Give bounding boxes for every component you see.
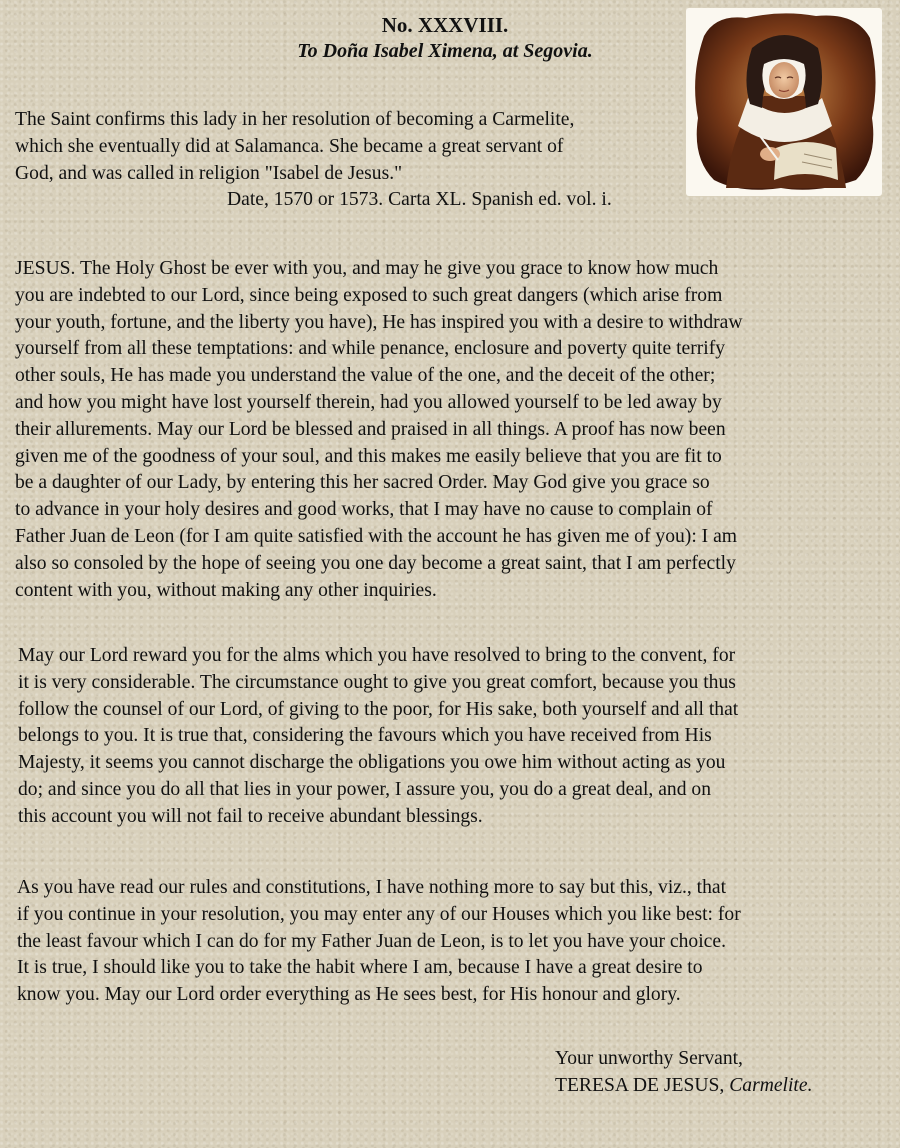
signature-name: TERESA DE JESUS, bbox=[555, 1074, 725, 1096]
paragraph-line: know you. May our Lord order everything as He sees best, for His honour and glory. bbox=[17, 984, 681, 1006]
paragraph-line: May our Lord reward you for the alms which you have resolved to bring to the convent, for bbox=[18, 645, 736, 666]
paragraph-line: and how you might have lost yourself therein, had you allowed yourself to be led away by bbox=[15, 391, 722, 413]
paragraph-line: do; and since you do all that lies in your power, I assure you, you do a great deal, and on bbox=[18, 778, 711, 800]
paragraph-line: given me of the goodness of your soul, and this makes me easily believe that you are fit to bbox=[15, 445, 722, 467]
intro-summary bbox=[15, 107, 895, 214]
paragraph-line: this account you will not fail to receive abundant blessings. bbox=[18, 805, 483, 827]
paragraph-2 bbox=[18, 643, 898, 831]
signature-name-line bbox=[555, 1073, 812, 1100]
paragraph-line: yourself from all these temptations: and while penance, enclosure and poverty quite terrify bbox=[15, 338, 726, 360]
paragraph-3 bbox=[17, 875, 897, 1009]
paragraph-line: to advance in your holy desires and good works, that I may have no cause to complain of bbox=[15, 499, 713, 521]
paragraph-line: content with you, without making any other inquiries. bbox=[15, 579, 437, 601]
date-line: Date, 1570 or 1573. Carta XL. Spanish ed. vol. i. bbox=[227, 189, 612, 211]
signature-title: Carmelite. bbox=[729, 1074, 813, 1096]
paragraph-line: their allurements. May our Lord be blessed and praised in all things. A proof has now been bbox=[15, 418, 726, 440]
paragraph-line: It is true, I should like you to take the habit where I am, because I have a great desire to bbox=[17, 957, 703, 979]
paragraph-line: it is very considerable. The circumstance ought to give you great comfort, because you thus bbox=[18, 671, 736, 693]
paragraph-1 bbox=[15, 256, 895, 604]
paragraph-line: you are indebted to our Lord, since being exposed to such great dangers (which arise from bbox=[15, 284, 723, 306]
signature-block bbox=[555, 1046, 812, 1100]
paragraph-line: if you continue in your resolution, you may enter any of our Houses which you like best: for bbox=[17, 903, 741, 925]
signature-closing: Your unworthy Servant, bbox=[555, 1048, 743, 1069]
intro-line: which she eventually did at Salamanca. She became a great servant of bbox=[15, 135, 564, 157]
paragraph-line: Majesty, it seems you cannot discharge the obligations you owe him without acting as you bbox=[18, 752, 726, 774]
paragraph-line: belongs to you. It is true that, considering the favours which you have received from His bbox=[18, 725, 712, 747]
letter-header bbox=[240, 12, 650, 64]
paragraph-line: your youth, fortune, and the liberty you have), He has inspired you with a desire to withdraw bbox=[15, 311, 743, 333]
paragraph-line: As you have read our rules and constitutions, I have nothing more to say but this, viz., that bbox=[17, 877, 727, 898]
paragraph-line: also so consoled by the hope of seeing you one day become a great saint, that I am perfectly bbox=[15, 552, 736, 574]
paragraph-line: Father Juan de Leon (for I am quite satisfied with the account he has given me of you): I am bbox=[15, 525, 738, 547]
intro-line: God, and was called in religion "Isabel de Jesus." bbox=[15, 162, 403, 184]
letter-recipient: To Doña Isabel Ximena, at Segovia. bbox=[297, 40, 593, 62]
paragraph-line: be a daughter of our Lady, by entering this her sacred Order. May God give you grace so bbox=[15, 472, 710, 494]
paragraph-line: other souls, He has made you understand the value of the one, and the deceit of the other; bbox=[15, 365, 716, 387]
intro-line: The Saint confirms this lady in her resolution of becoming a Carmelite, bbox=[15, 109, 575, 130]
paragraph-line: the least favour which I can do for my Father Juan de Leon, is to let you have your choice. bbox=[17, 930, 726, 952]
paragraph-line: JESUS. The Holy Ghost be ever with you, and may he give you grace to know how much bbox=[15, 258, 719, 279]
letter-number: No. XXXVIII. bbox=[381, 13, 509, 37]
paragraph-line: follow the counsel of our Lord, of giving to the poor, for His sake, both yourself and all that bbox=[18, 698, 739, 720]
